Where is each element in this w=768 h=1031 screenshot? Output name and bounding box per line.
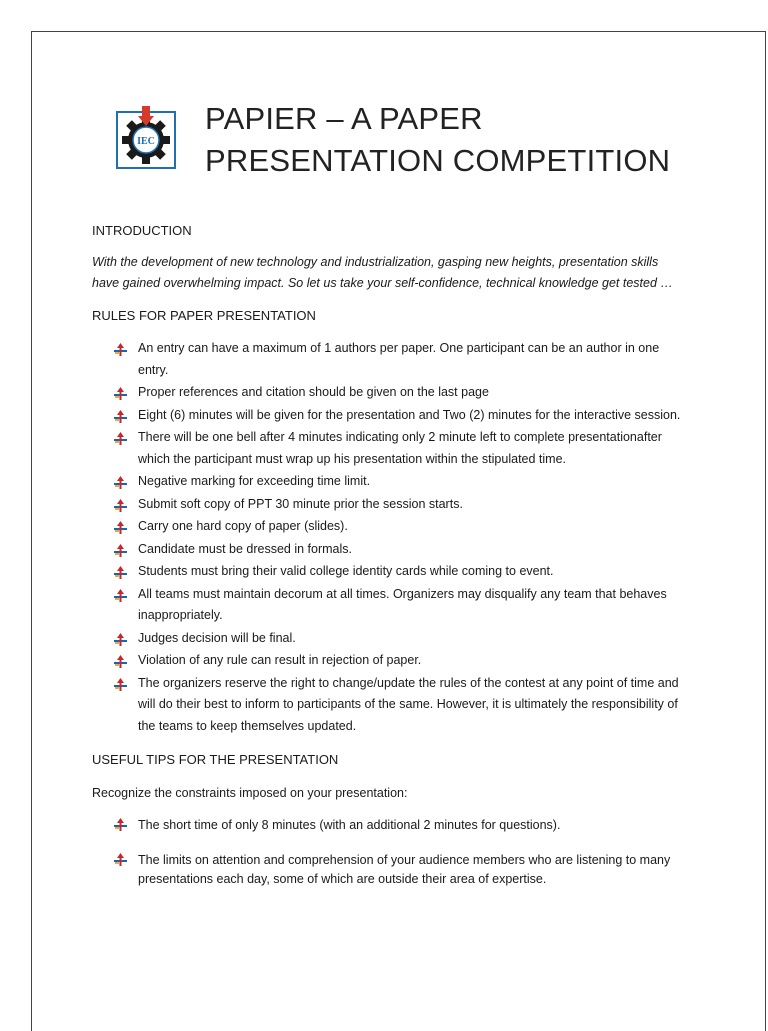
list-item-text: The organizers reserve the right to change/update the rules of the contest at any point of time and will do their best to inform to participants of the same. However, it is ultimately the responsibility of the teams to keep themselves updated. <box>138 675 679 733</box>
rules-list <box>92 338 682 737</box>
list-item <box>92 382 682 404</box>
arrow-bullet-icon <box>114 677 127 690</box>
list-item-text: There will be one bell after 4 minutes indicating only 2 minute left to complete presentationafter which the participant must wrap up his presentation within the stipulated time. <box>138 430 662 466</box>
page-title <box>205 98 670 182</box>
arrow-bullet-icon <box>114 543 127 556</box>
list-item <box>92 851 682 889</box>
list-item-text: Negative marking for exceeding time limit. <box>138 474 371 488</box>
arrow-bullet-icon <box>114 386 127 399</box>
arrow-bullet-icon <box>114 632 127 645</box>
list-item-text: Judges decision will be final. <box>138 630 296 645</box>
title-line-2: PRESENTATION COMPETITION <box>205 143 671 178</box>
list-item <box>92 471 682 493</box>
list-item-text: Submit soft copy of PPT 30 minute prior the session starts. <box>138 496 463 511</box>
list-item-text: Candidate must be dressed in formals. <box>138 541 352 556</box>
list-item <box>92 584 682 627</box>
list-item-text: The short time of only 8 minutes (with an additional 2 minutes for questions). <box>138 818 561 832</box>
title-line-1: PAPIER – A PAPER <box>205 101 483 136</box>
arrow-bullet-icon <box>114 654 127 667</box>
arrow-bullet-icon <box>114 409 127 422</box>
list-item <box>92 516 682 538</box>
tips-list <box>92 816 682 889</box>
list-item-text: Carry one hard copy of paper (slides). <box>138 519 348 533</box>
arrow-bullet-icon <box>114 853 127 866</box>
list-item-text: All teams must maintain decorum at all times. Organizers may disqualify any team that behaves inappropriately. <box>138 586 667 622</box>
arrow-bullet-icon <box>114 588 127 601</box>
arrow-bullet-icon <box>114 342 127 355</box>
list-item-text: The limits on attention and comprehension of your audience members who are listening to many presentations each day, some of which are outside their area of expertise. <box>138 853 671 886</box>
list-item <box>92 650 682 672</box>
list-item <box>92 673 682 738</box>
introduction-text: With the development of new technology and industrialization, gasping new heights, presentation skills have gained overwhelming impact. So let us take your self-confidence, technical knowledge get tested … <box>92 254 673 290</box>
list-item-text: Eight (6) minutes will be given for the presentation and Two (2) minutes for the interactive session. <box>138 407 681 422</box>
list-item <box>92 561 682 583</box>
list-item <box>92 427 682 470</box>
tips-lead-text: Recognize the constraints imposed on your presentation: <box>92 785 408 800</box>
list-item-text: Violation of any rule can result in rejection of paper. <box>138 653 422 667</box>
arrow-bullet-icon <box>114 475 127 488</box>
list-item <box>92 494 682 516</box>
arrow-bullet-icon <box>114 565 127 578</box>
list-item <box>92 539 682 561</box>
list-item <box>92 628 682 650</box>
gear-logo-icon <box>116 98 176 170</box>
document-body <box>92 220 682 905</box>
logo-text: IEC <box>137 136 155 147</box>
list-item <box>92 405 682 427</box>
iec-logo <box>116 98 176 170</box>
list-item <box>92 338 682 381</box>
list-item-text: Proper references and citation should be given on the last page <box>138 385 489 399</box>
rules-heading: RULES FOR PAPER PRESENTATION <box>92 307 316 323</box>
introduction-heading: INTRODUCTION <box>92 223 192 238</box>
list-item-text: Students must bring their valid college identity cards while coming to event. <box>138 564 554 578</box>
arrow-bullet-icon <box>114 498 127 511</box>
list-item-text: An entry can have a maximum of 1 authors per paper. One participant can be an author in one entry. <box>138 341 660 377</box>
arrow-bullet-icon <box>114 818 127 831</box>
arrow-bullet-icon <box>114 431 127 444</box>
arrow-bullet-icon <box>114 520 127 533</box>
list-item <box>92 816 682 835</box>
tips-heading: USEFUL TIPS FOR THE PRESENTATION <box>92 752 339 767</box>
header <box>116 98 176 170</box>
